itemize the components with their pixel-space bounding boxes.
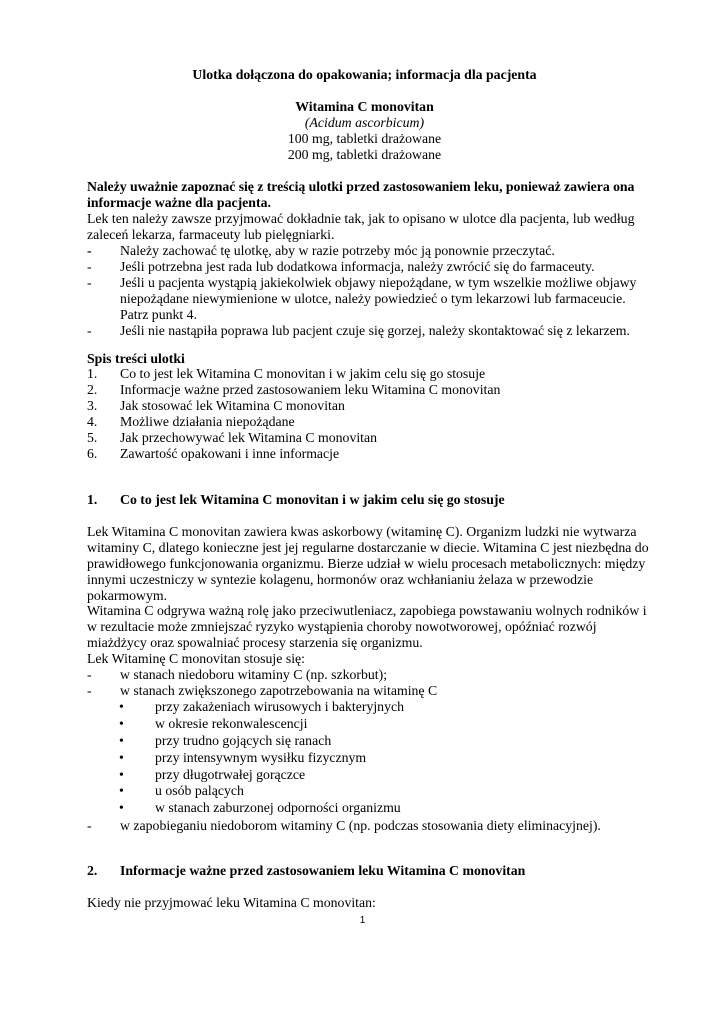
text-line: Witamina C odgrywa ważną rolę jako przeciwutleniacz, zapobiega powstawaniu wolnych rodników i [87,603,647,618]
bullet-icon: • [119,699,124,714]
toc-item: Zawartość opakowani i inne informacje [120,446,340,461]
section-1-number: 1. [87,492,98,507]
bullet-item: przy intensywnym wysiłku fizycznym [155,750,367,765]
text-line: witaminy C, dlatego konieczne jest jej regularne dostarczanie w diecie. Witamina C jest niezbędna do [87,540,649,555]
list-dash: - [87,243,92,258]
toc-item: Jak stosować lek Witamina C monovitan [120,398,345,413]
list-dash: - [87,683,92,698]
strength-200: 200 mg, tabletki drażowane [287,147,442,162]
bullet-item: w stanach zaburzonej odporności organizmu [155,800,401,815]
latin-name: (Acidum ascorbicum) [304,115,425,130]
text-line: pokarmowym. [87,588,168,603]
section-2-subtitle: Kiedy nie przyjmować leku Witamina C monovitan: [87,895,376,910]
strength-100: 100 mg, tabletki drażowane [287,131,442,146]
toc-number: 3. [87,398,98,413]
text-line: w rezultacie może zmniejszać ryzyko wystąpienia choroby nowotworowej, opóźniać rozwój [87,619,597,634]
bullet-icon: • [119,800,124,815]
list-dash: - [87,667,92,682]
toc-number: 6. [87,446,98,461]
list-dash: - [87,323,92,338]
text-line: innymi uczestniczy w syntezie kolagenu, hormonów oraz wchłanianiu żelaza w przewodzie [87,572,594,587]
warning-paragraph-line-1: Lek ten należy zawsze przyjmować dokładnie tak, jak to opisano w ulotce dla pacjenta, lub według [87,211,635,226]
bullet-item: przy zakażeniach wirusowych i bakteryjnych [155,699,405,714]
section-2-number: 2. [87,863,98,878]
bullet-icon: • [119,767,124,782]
warning-item-continued: niepożądane niewymienione w ulotce, należy powiedzieć o tym lekarzowi lub farmaceucie. [120,291,626,306]
uses-intro: Lek Witaminę C monovitan stosuje się: [87,651,305,666]
toc-heading: Spis treści ulotki [87,351,185,366]
toc-number: 4. [87,414,98,429]
toc-item: Jak przechowywać lek Witamina C monovitan [120,430,378,445]
text-line: Lek Witamina C monovitan zawiera kwas askorbowy (witaminę C). Organizm ludzki nie wytwarza [87,524,637,539]
bullet-item: przy długotrwałej gorączce [155,767,306,782]
toc-number: 1. [87,366,98,381]
bullet-icon: • [119,750,124,765]
list-dash: - [87,818,92,833]
page-number: 1 [359,915,366,926]
warning-item: Jeśli u pacjenta wystąpią jakiekolwiek objawy niepożądane, w tym wszelkie możliwe objawy [120,275,637,290]
use-item: w stanach niedoboru witaminy C (np. szkorbut); [120,667,388,682]
text-line: miażdżycy oraz spowalniać procesy starzenia się organizmu. [87,635,423,650]
warning-item: Jeśli potrzebna jest rada lub dodatkowa informacja, należy zwrócić się do farmaceuty. [120,259,595,274]
warning-line-2: informacje ważne dla pacjenta. [87,195,271,210]
use-item: w stanach zwiększonego zapotrzebowania na witaminę C [120,683,438,698]
list-dash: - [87,259,92,274]
use-item: w zapobieganiu niedoborom witaminy C (np. podczas stosowania diety eliminacyjnej). [120,818,601,833]
warning-paragraph-line-2: zaleceń lekarza, farmaceuty lub pielęgniarki. [87,227,335,242]
product-name: Witamina C monovitan [295,99,434,114]
bullet-icon: • [119,733,124,748]
bullet-item: w okresie rekonwalescencji [155,716,308,731]
toc-number: 2. [87,382,98,397]
warning-item: Należy zachować tę ulotkę, aby w razie potrzeby móc ją ponownie przeczytać. [120,243,555,258]
bullet-item: przy trudno gojących się ranach [155,733,332,748]
bullet-item: u osób palących [155,783,244,798]
toc-item: Możliwe działania niepożądane [120,414,295,429]
bullet-icon: • [119,783,124,798]
toc-item: Co to jest lek Witamina C monovitan i w jakim celu się go stosuje [120,366,486,381]
section-1-heading: Co to jest lek Witamina C monovitan i w jakim celu się go stosuje [120,492,505,507]
section-2-heading: Informacje ważne przed zastosowaniem leku Witamina C monovitan [120,863,526,878]
warning-item: Jeśli nie nastąpiła poprawa lub pacjent czuje się gorzej, należy skontaktować się z lekarzem. [120,323,630,338]
toc-item: Informacje ważne przed zastosowaniem leku Witamina C monovitan [120,382,501,397]
toc-number: 5. [87,430,98,445]
leaflet-title: Ulotka dołączona do opakowania; informacja dla pacjenta [192,67,537,82]
list-dash: - [87,275,92,290]
warning-item-continued: Patrz punkt 4. [120,307,198,322]
warning-line-1: Należy uważnie zapoznać się z treścią ulotki przed zastosowaniem leku, ponieważ zawiera ona [87,179,635,194]
bullet-icon: • [119,716,124,731]
text-line: prawidłowego funkcjonowania organizmu. Bierze udział w wielu procesach metabolicznych: między [87,556,646,571]
